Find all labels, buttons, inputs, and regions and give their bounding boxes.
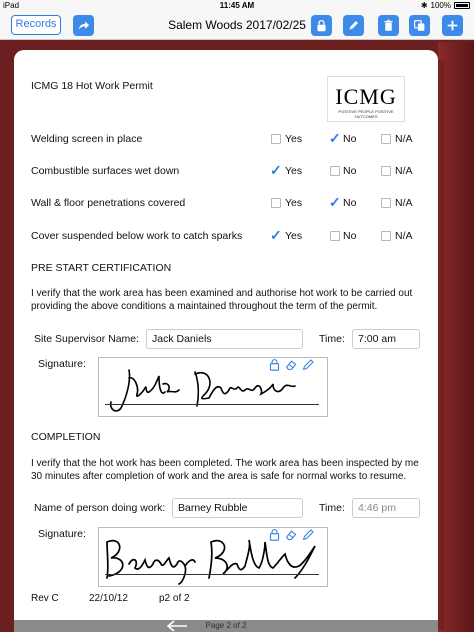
check-row-label: Welding screen in place <box>31 133 143 145</box>
logo-text: ICMG <box>335 84 397 109</box>
pre-start-text: I verify that the work area has been examined and authorise hot work to be carried out providing the above conditions a maintained throughout the term of the permit. <box>31 288 413 312</box>
option-no-label: No <box>343 197 357 209</box>
checkbox-na[interactable] <box>381 134 391 144</box>
eraser-icon[interactable] <box>285 358 298 371</box>
option-na-label: N/A <box>395 230 413 242</box>
completion-time-field[interactable]: 4:46 pm <box>352 498 420 518</box>
option-na-label: N/A <box>395 133 413 145</box>
time-label: Time: <box>319 333 345 345</box>
checkbox-yes[interactable] <box>271 198 281 208</box>
completion-text: I verify that the hot work has been completed. The work area has been inspected by me 30 minutes after completion of work and the area is safe for normal works to resume. <box>31 458 419 482</box>
bluetooth-icon: ✱ <box>420 1 428 10</box>
checkbox-na[interactable] <box>381 231 391 241</box>
page-shadow <box>438 60 444 630</box>
option-no-label: No <box>343 165 357 177</box>
checkmark-icon[interactable]: ✓ <box>329 194 341 210</box>
pen-icon[interactable] <box>302 528 315 541</box>
pager-bar <box>14 620 438 632</box>
check-row-label: Cover suspended below work to catch sparks <box>31 230 243 242</box>
completion-signature-tools <box>268 528 315 541</box>
option-na-label: N/A <box>395 197 413 209</box>
checkbox-na[interactable] <box>381 198 391 208</box>
clock: 11:45 AM <box>219 1 255 10</box>
checkbox-na[interactable] <box>381 166 391 176</box>
battery-icon <box>454 2 470 9</box>
status-bar <box>0 0 474 11</box>
person-label: Name of person doing work: <box>34 502 166 514</box>
supervisor-label: Site Supervisor Name: <box>34 333 140 345</box>
lock-icon <box>315 19 328 32</box>
option-na-label: N/A <box>395 165 413 177</box>
lock-button[interactable] <box>311 15 332 36</box>
edit-button[interactable] <box>343 15 364 36</box>
signature-line <box>105 574 319 575</box>
lock-icon[interactable] <box>268 528 281 541</box>
checkbox-no[interactable] <box>330 231 340 241</box>
check-row-label: Wall & floor penetrations covered <box>31 197 186 209</box>
add-button[interactable] <box>442 15 463 36</box>
checkmark-icon[interactable]: ✓ <box>270 162 282 178</box>
signature-label: Signature: <box>38 358 86 370</box>
revision-date: 22/10/12 <box>89 593 128 604</box>
option-yes-label: Yes <box>285 133 303 145</box>
battery-percent: 100% <box>430 1 451 10</box>
device-label: iPad <box>3 1 20 10</box>
copy-icon <box>413 19 426 32</box>
form-title: ICMG 18 Hot Work Permit <box>31 80 153 92</box>
person-name-field[interactable]: Barney Rubble <box>172 498 303 518</box>
delete-button[interactable] <box>378 15 399 36</box>
signature-line <box>105 404 319 405</box>
lock-icon[interactable] <box>268 358 281 371</box>
status-right <box>421 0 470 11</box>
checkmark-icon[interactable]: ✓ <box>270 227 282 243</box>
nav-bar <box>0 11 474 40</box>
page-number: p2 of 2 <box>159 593 190 604</box>
records-button[interactable]: Records <box>11 15 61 35</box>
eraser-icon[interactable] <box>285 528 298 541</box>
option-yes-label: Yes <box>285 197 303 209</box>
trash-icon <box>382 19 395 32</box>
start-time-field[interactable]: 7:00 am <box>352 329 420 349</box>
plus-icon <box>446 19 459 32</box>
logo-tagline: POSITIVE PEOPLE POSITIVE OUTCOMES <box>338 109 394 119</box>
option-no-label: No <box>343 133 357 145</box>
checkbox-no[interactable] <box>330 166 340 176</box>
supervisor-name-field[interactable]: Jack Daniels <box>146 329 303 349</box>
pencil-icon <box>347 19 360 32</box>
option-yes-label: Yes <box>285 230 303 242</box>
check-row-label: Combustible surfaces wet down <box>31 165 180 177</box>
option-no-label: No <box>343 230 357 242</box>
icmg-logo <box>327 76 405 122</box>
checkbox-yes[interactable] <box>271 134 281 144</box>
completion-heading: COMPLETION <box>31 431 101 443</box>
option-yes-label: Yes <box>285 165 303 177</box>
revision: Rev C <box>31 593 59 604</box>
back-arrow-icon[interactable] <box>165 620 189 632</box>
pen-icon[interactable] <box>302 358 315 371</box>
checkmark-icon[interactable]: ✓ <box>329 130 341 146</box>
copy-button[interactable] <box>409 15 430 36</box>
page-title: Salem Woods 2017/02/25 <box>168 18 306 32</box>
pager-label: Page 2 of 2 <box>205 621 247 630</box>
pre-start-heading: PRE START CERTIFICATION <box>31 262 172 274</box>
completion-time-label: Time: <box>319 502 345 514</box>
signature-tools <box>268 358 315 371</box>
completion-signature-label: Signature: <box>38 528 86 540</box>
